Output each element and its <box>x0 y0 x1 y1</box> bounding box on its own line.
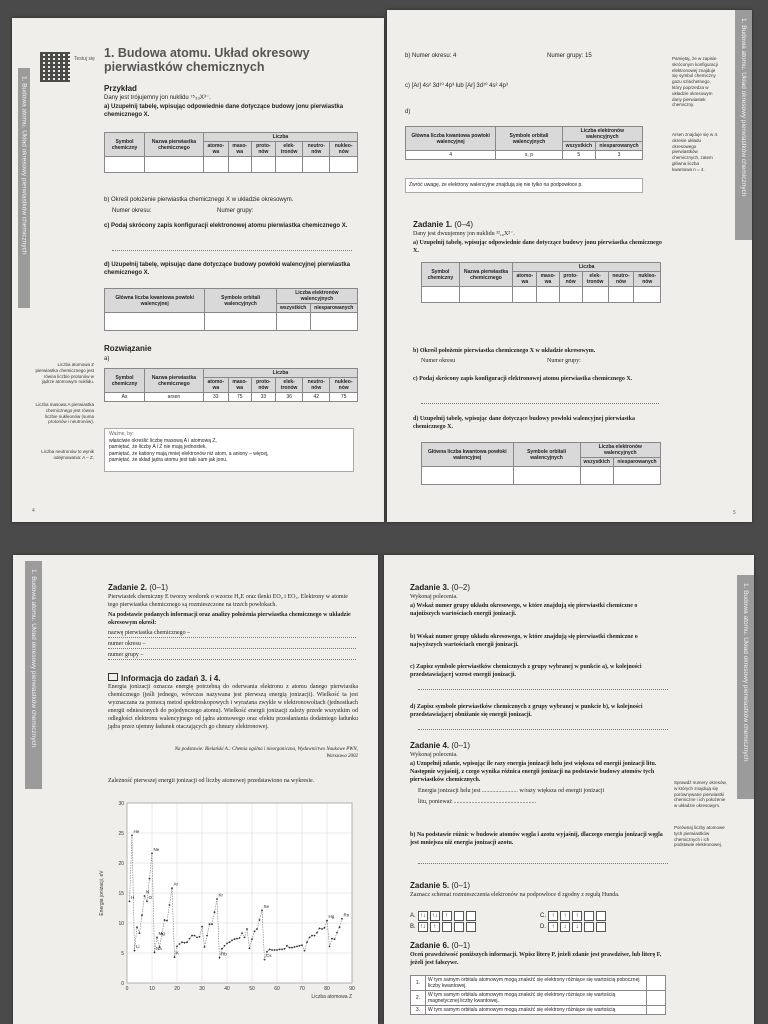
task3-d-line[interactable] <box>418 729 668 730</box>
page-4 <box>12 18 384 522</box>
element-label: Rb <box>221 951 227 957</box>
element-label: N <box>146 889 150 895</box>
period-label: Numer okresu: <box>112 208 152 214</box>
task1-valence-table: Główna liczba kwantowa powłoki walencyjnej Symbole orbitali walencyjnych Liczba elektronów walencyjnych wszystkich niesparowanych <box>421 442 661 485</box>
data-point <box>206 935 208 937</box>
data-point <box>336 932 338 934</box>
data-point <box>221 948 223 950</box>
y-tick-label: 30 <box>118 801 124 807</box>
data-point <box>136 926 138 928</box>
data-point <box>239 937 241 939</box>
data-point <box>306 941 308 943</box>
solution-a: a) <box>104 356 110 362</box>
data-point <box>299 945 301 947</box>
element-label: O <box>148 894 153 900</box>
data-point <box>166 920 168 922</box>
remember-box: Ważne, by: właściwie określić liczbę masową A i atomową Z, pamiętać, że liczby A i Z nie mają jednostek, pamiętać, że kationy mają mniej elektronów niż atom, a aniony – więcej, pamiętać, że skład jądra atomu jest taki sam jak jonu. <box>104 428 354 472</box>
option-d[interactable]: D. ↑ ↓ ↓ <box>540 922 606 932</box>
info-source: Na podstawie: Bielański A.: Chemia ogólna i nieorganiczna, Wydawnictwo Naukowe PWN, Warszawa 2002 <box>174 747 358 759</box>
data-point <box>269 949 271 951</box>
page-5 <box>387 10 752 522</box>
answer-d-label: d) <box>405 109 411 115</box>
side-note-config: Pamiętaj, że w zapisie skróconym konfiguracji elektronowej znajduje się symbol chemiczny gazu szlachetnego, który poprzedza w układzie okresowym dany pierwiastek chemiczny. <box>672 56 718 108</box>
data-point <box>301 944 303 946</box>
data-point <box>264 959 266 961</box>
task1-group: Numer grupy: <box>547 358 581 364</box>
example-heading: Przykład <box>104 84 137 93</box>
info-heading: Informacja do zadań 3. i 4. <box>108 673 221 684</box>
data-point <box>204 946 206 948</box>
data-point <box>316 932 318 934</box>
element-label: Cs <box>266 953 272 959</box>
data-point <box>216 898 218 900</box>
task1-a: a) Uzupełnij tabelę, wpisując odpowiednie dane dotyczące budowy jonu pierwiastka chemicznego X. <box>413 240 662 254</box>
data-point <box>174 956 176 958</box>
element-label: K <box>176 950 180 956</box>
task4-a-line1: Energia jonizacji helu jest ........................ w/razy większa od energii jonizacji <box>418 788 605 794</box>
data-point <box>164 919 166 921</box>
element-label: He <box>133 828 140 834</box>
margin-note-a: Liczba masowa A pierwiastka chemicznego jest równa liczbie nukleonów (suma protonów i neutronów). <box>35 402 94 425</box>
qr-code <box>40 52 70 82</box>
task4-a: a) Uzupełnij zdanie, wpisując ile razy energia jonizacji helu jest większa od energii jonizacji litu. Następnie wyjaśnij, z czego wynika różnica energii jonizacji na podstawie budowy atomów tych pierwiastków chemicznych. <box>410 761 657 783</box>
task2-heading: Zadanie 2. (0–1) <box>108 583 169 592</box>
task1-b: b) Określ położenie pierwiastka chemicznego X w układzie okresowym. <box>413 348 596 354</box>
data-point <box>219 957 221 959</box>
data-point <box>154 952 156 954</box>
element-label: Li <box>136 944 140 950</box>
question-a: a) Uzupełnij tabelę, wpisując odpowiednie dane dotyczące budowy jonu pierwiastka chemicznego X. <box>104 104 344 118</box>
x-tick-label: 30 <box>199 986 205 992</box>
data-point <box>324 927 326 929</box>
data-point <box>141 914 143 916</box>
ionization-chart <box>95 795 365 1020</box>
task2-question: Na podstawie podanych informacji oraz analizy położenia pierwiastka chemicznego w układzie okresowym określ: <box>108 612 351 626</box>
data-point <box>246 928 248 930</box>
margin-note-n: Liczba neutronów to wynik odejmowania: A – Z. <box>41 449 94 460</box>
data-point <box>276 949 278 951</box>
data-point <box>309 937 311 939</box>
data-point <box>181 941 183 943</box>
element-label: Rn <box>343 912 350 918</box>
x-tick-label: 40 <box>224 986 230 992</box>
chapter-tab: 1. Budowa atomu. Układ okresowy pierwiastków chemicznych <box>18 68 30 308</box>
task4-b: b) Na podstawie różnic w budowie atomów węgla i azotu wyjaśnij, dlaczego energia jonizacji węgla jest mniejsza niż energia jonizacji azotu. <box>410 832 663 846</box>
data-point <box>294 946 296 948</box>
element-label: H <box>131 894 135 900</box>
data-point <box>186 941 188 943</box>
data-point <box>194 935 196 937</box>
answer-valence-table: Główna liczba kwantowa powłoki walencyjnej Symbole orbitali walencyjnych Liczba elektronów walencyjnych wszystkich niesparowanych 4 s, p 5 3 <box>405 126 643 160</box>
y-tick-label: 25 <box>118 831 124 837</box>
data-point <box>191 935 193 937</box>
task4-heading: Zadanie 4. (0–1) <box>410 741 471 750</box>
task3-c-line[interactable] <box>418 689 668 690</box>
data-point <box>326 920 328 922</box>
data-point <box>314 935 316 937</box>
data-point <box>234 938 236 940</box>
data-point <box>296 946 298 948</box>
task1-heading: Zadanie 1. (0–4) <box>413 220 474 229</box>
example-intro: Dany jest trójujemny jon nuklidu ⁷⁵₃₃X³⁻. <box>104 95 211 101</box>
data-point <box>281 949 283 951</box>
page-bottom-right <box>384 555 754 1024</box>
data-point <box>156 937 158 939</box>
data-point <box>151 853 153 855</box>
data-point <box>171 887 173 889</box>
data-point <box>244 937 246 939</box>
group-label: Numer grupy: <box>217 208 254 214</box>
data-point <box>214 911 216 913</box>
y-tick-label: 15 <box>118 891 124 897</box>
data-point <box>304 950 306 952</box>
question-d: d) Uzupełnij tabelę, wpisując dane dotyczące budowy powłoki walencyjnej pierwiastka chemicznego X. <box>104 262 351 276</box>
element-label: Ne <box>153 846 160 852</box>
data-point <box>329 946 331 948</box>
data-point <box>211 923 213 925</box>
data-point <box>146 901 148 903</box>
x-tick-label: 0 <box>125 986 129 992</box>
task2-text: Pierwiastek chemiczny E tworzy wodorek o wzorze H₂E oraz tlenki EO₂ i EO₃. Elektrony w atomie tego pierwiastka chemicznego są rozmieszczone na trzech powłokach. <box>108 594 348 608</box>
data-point <box>341 918 343 920</box>
data-point <box>279 949 281 951</box>
answer-line-c[interactable] <box>112 250 352 251</box>
solution-heading: Rozwiązanie <box>104 344 152 353</box>
task3-heading: Zadanie 3. (0–2) <box>410 583 471 592</box>
chapter-tab: 1. Budowa atomu. Układ okresowy pierwiastków chemicznych <box>735 10 752 240</box>
task1-c-line[interactable] <box>421 403 659 404</box>
element-label: Hg <box>328 914 335 920</box>
data-point <box>249 947 251 949</box>
data-point <box>321 928 323 930</box>
data-point <box>144 895 146 897</box>
y-tick-label: 20 <box>118 861 124 867</box>
data-point <box>139 932 141 934</box>
data-point <box>149 878 151 880</box>
side-note-periods: Sprawdź numery okresów, w których znajdują się porównywane pierwiastki chemiczne i ich położenie w układzie okresowym. <box>674 780 727 809</box>
page-number: 5 <box>733 510 736 516</box>
y-tick-label: 10 <box>118 921 124 927</box>
data-point <box>254 931 256 933</box>
data-point <box>261 910 263 912</box>
task4-command: Wykonaj polecenia. <box>410 752 458 758</box>
data-point <box>259 919 261 921</box>
valence-table: Główna liczba kwantowa powłoki walencyjnej Symbole orbitali walencyjnych Liczba elektronów walencyjnych wszystkich niesparowanych <box>104 288 358 331</box>
margin-note-z: Liczba atomowa Z pierwiastka chemicznego jest równa liczbie protonów w jądrze atomowym nuklidu. <box>35 362 94 385</box>
data-point <box>311 935 313 937</box>
task2-line-group[interactable]: numer grupy – <box>108 651 356 660</box>
x-tick-label: 10 <box>149 986 155 992</box>
data-point <box>131 835 133 837</box>
x-tick-label: 70 <box>299 986 305 992</box>
data-point <box>251 938 253 940</box>
data-point <box>134 950 136 952</box>
data-point <box>241 932 243 934</box>
x-tick-label: 80 <box>324 986 330 992</box>
data-point <box>331 938 333 940</box>
page-number: 4 <box>32 508 35 514</box>
data-point <box>284 948 286 950</box>
warning-box: Zwróć uwagę, że elektrony walencyjne znajdują się nie tylko na podpowłoce p. <box>405 178 643 193</box>
data-point <box>129 901 131 903</box>
chapter-tab: 1. Budowa atomu. Układ okresowy pierwiastków chemicznych <box>25 561 42 789</box>
data-point <box>291 947 293 949</box>
option-c[interactable]: C. ↑ ↑ ↑ <box>540 911 606 921</box>
data-point <box>224 945 226 947</box>
data-point <box>236 938 238 940</box>
data-point <box>289 947 291 949</box>
data-point <box>229 941 231 943</box>
task5-heading: Zadanie 5. (0–1) <box>410 881 471 890</box>
question-b: b) Określ położenie pierwiastka chemicznego X w układzie okresowym. <box>104 197 294 203</box>
element-label: Na <box>156 945 162 951</box>
data-point <box>184 942 186 944</box>
data-point <box>286 945 288 947</box>
data-point <box>176 946 178 948</box>
x-tick-label: 90 <box>349 986 355 992</box>
element-label: Mg <box>158 930 165 936</box>
page-title: 1. Budowa atomu. Układ okresowy pierwiastków chemicznych <box>104 46 310 74</box>
y-axis-label: Energia jonizacji, eV <box>99 870 105 916</box>
x-tick-label: 60 <box>274 986 280 992</box>
data-point <box>196 937 198 939</box>
x-axis-label: Liczba atomowa Z <box>311 994 352 1000</box>
data-point <box>209 923 211 925</box>
task3-b: b) Wskaż numer grupy układu okresowego, w które znajdują się pierwiastki chemiczne o najwyższych wartościach energii jonizacji. <box>410 634 638 648</box>
book-icon <box>108 673 118 681</box>
data-point <box>256 928 258 930</box>
data-point <box>169 904 171 906</box>
data-point <box>274 949 276 951</box>
task1-period: Numer okresu <box>421 358 456 364</box>
side-note-arsen: Arsen znajduje się w 4. okresie układu okresowego pierwiastków chemicznych, zatem główna liczba kwantowa n = 4. <box>672 132 719 172</box>
answer-b-period: b) Numer okresu: 4 <box>405 53 457 59</box>
true-false-table: 1. W tym samym orbitalu atomowym mogą znaleźć się elektrony różniące się wartością pobocznej liczby kwantowej. 2. W tym samym orbitalu atomowym mogą znaleźć się elektrony różniące się wartością magnetycznej liczby kwantowej. 3. W tym samym orbitalu atomowym mogą znaleźć się elektrony różniące się wartością <box>410 975 666 1015</box>
task3-d: d) Zapisz symbole pierwiastków chemicznych z grupy wybranej w punkcie b), w kolejności przedstawiającej obniżanie się energii jonizacji. <box>410 704 643 718</box>
y-tick-label: 0 <box>121 981 124 987</box>
element-label: Xe <box>263 903 270 909</box>
data-point <box>339 926 341 928</box>
data-point <box>226 943 228 945</box>
y-tick-label: 5 <box>121 951 124 957</box>
answer-c: c) [Ar] 4s² 3d¹⁰ 4p³ lub [Ar] 3d¹⁰ 4s² 4p³ <box>405 83 508 89</box>
task4-a-line2: litu, ponieważ ....................................................... <box>418 799 536 805</box>
task2-line-name[interactable]: nazwę pierwiastka chemicznego – <box>108 629 356 638</box>
element-label: Ar <box>173 881 178 887</box>
question-c: c) Podaj skrócony zapis konfiguracji elektronowej atomu pierwiastka chemicznego X. <box>104 223 348 229</box>
page-bottom-left <box>13 555 378 1024</box>
task1-c: c) Podaj skrócony zapis konfiguracji elektronowej atomu pierwiastka chemicznego X. <box>413 376 633 382</box>
task6-heading: Zadanie 6. (0–1) <box>410 941 471 950</box>
task1-ion-table: Symbol chemiczny Nazwa pierwiastka chemicznego Liczba atomo-wa maso-wa proto-nów elek-tronów neutro-nów nukleo-nów <box>421 262 661 303</box>
task3-command: Wykonaj polecenia. <box>410 594 458 600</box>
chart-intro: Zależność pierwszej energii jonizacji od liczby atomowej przedstawiono na wykresie. <box>108 778 315 784</box>
data-point <box>199 936 201 938</box>
data-point <box>319 928 321 930</box>
task1-d: d) Uzupełnij tabelę, wpisując dane dotyczące budowy powłoki walencyjnej pierwiastka chemicznego X. <box>413 416 636 430</box>
data-point <box>189 938 191 940</box>
task4-b-line[interactable] <box>418 863 668 864</box>
answer-b-group: Numer grupy: 15 <box>547 53 592 59</box>
task3-a: a) Wskaż numer grupy układu okresowego, w które znajdują się pierwiastki chemiczne o najniższych wartościach energii jonizacji. <box>410 603 638 617</box>
qr-caption: Testuj się <box>74 56 95 62</box>
data-point <box>201 926 203 928</box>
data-point <box>179 943 181 945</box>
data-point <box>334 938 336 940</box>
task3-c: c) Zapisz symbole pierwiastków chemicznych z grupy wybranej w punkcie a), w kolejności przedstawiającej wzrost energii jonizacji. <box>410 664 642 678</box>
element-label: Kr <box>218 892 223 898</box>
option-b[interactable]: B. ↑↓ ↑ <box>410 922 476 932</box>
chapter-tab: 1. Budowa atomu. Układ okresowy pierwiastków chemicznych <box>737 575 754 799</box>
task1-intro: Dany jest dwuujemny jon nuklidu ³²₁₆X²⁻. <box>413 231 515 237</box>
task6-text: Oceń prawdziwość poniższych informacji. Wpisz literę P, jeżeli zdanie jest prawdziwe, lub literę F, jeżeli jest fałszywe. <box>410 952 662 966</box>
ion-table: Symbol chemiczny Nazwa pierwiastka chemicznego Liczba atomo-wa maso-wa proto-nów elek-tronów neutro-nów nukleo-nów <box>104 132 358 173</box>
task5-text: Zaznacz schemat rozmieszczenia elektronów na podpowłoce d zgodny z regułą Hunda. <box>410 892 620 898</box>
data-point <box>231 940 233 942</box>
task2-line-period[interactable]: numer okresu – <box>108 640 356 649</box>
data-point <box>271 949 273 951</box>
option-a[interactable]: A. ↑↓ ↑↓ ↑ <box>410 911 476 921</box>
side-note-compare: Porównaj liczby atomowe tych pierwiastków chemicznych i ich podstawie elektronowej. <box>674 825 725 848</box>
info-text: Energia jonizacji oznacza energię potrzebną do oderwania elektronu z atomu danego pierwiastka chemicznego (jeśli jednego, wówczas nazywana jest pierwszą energią jonizacji). Wielkość ta jest wyznaczana za pomocą metod spektroskopowych i wyrażana zwykle w elektronowoltach (jednostkach energii odniesionych do pojedynczego atomu). Wielkość energii jonizacji zależy przede wszystkim od odległości elektronu walencyjnego od jądra atomowego oraz efektu przesłaniania dodatniego ładunku jądra przez ujemny ładunek otaczających go chmury elektronowej. <box>108 684 358 730</box>
x-tick-label: 20 <box>174 986 180 992</box>
x-tick-label: 50 <box>249 986 255 992</box>
solution-table: Symbol chemiczny Nazwa pierwiastka chemicznego Liczba atomo-wa maso-wa proto-nów elek-tronów neutro-nów nukleo-nów As arsen 33 75 33 36 42 75 <box>104 368 358 402</box>
